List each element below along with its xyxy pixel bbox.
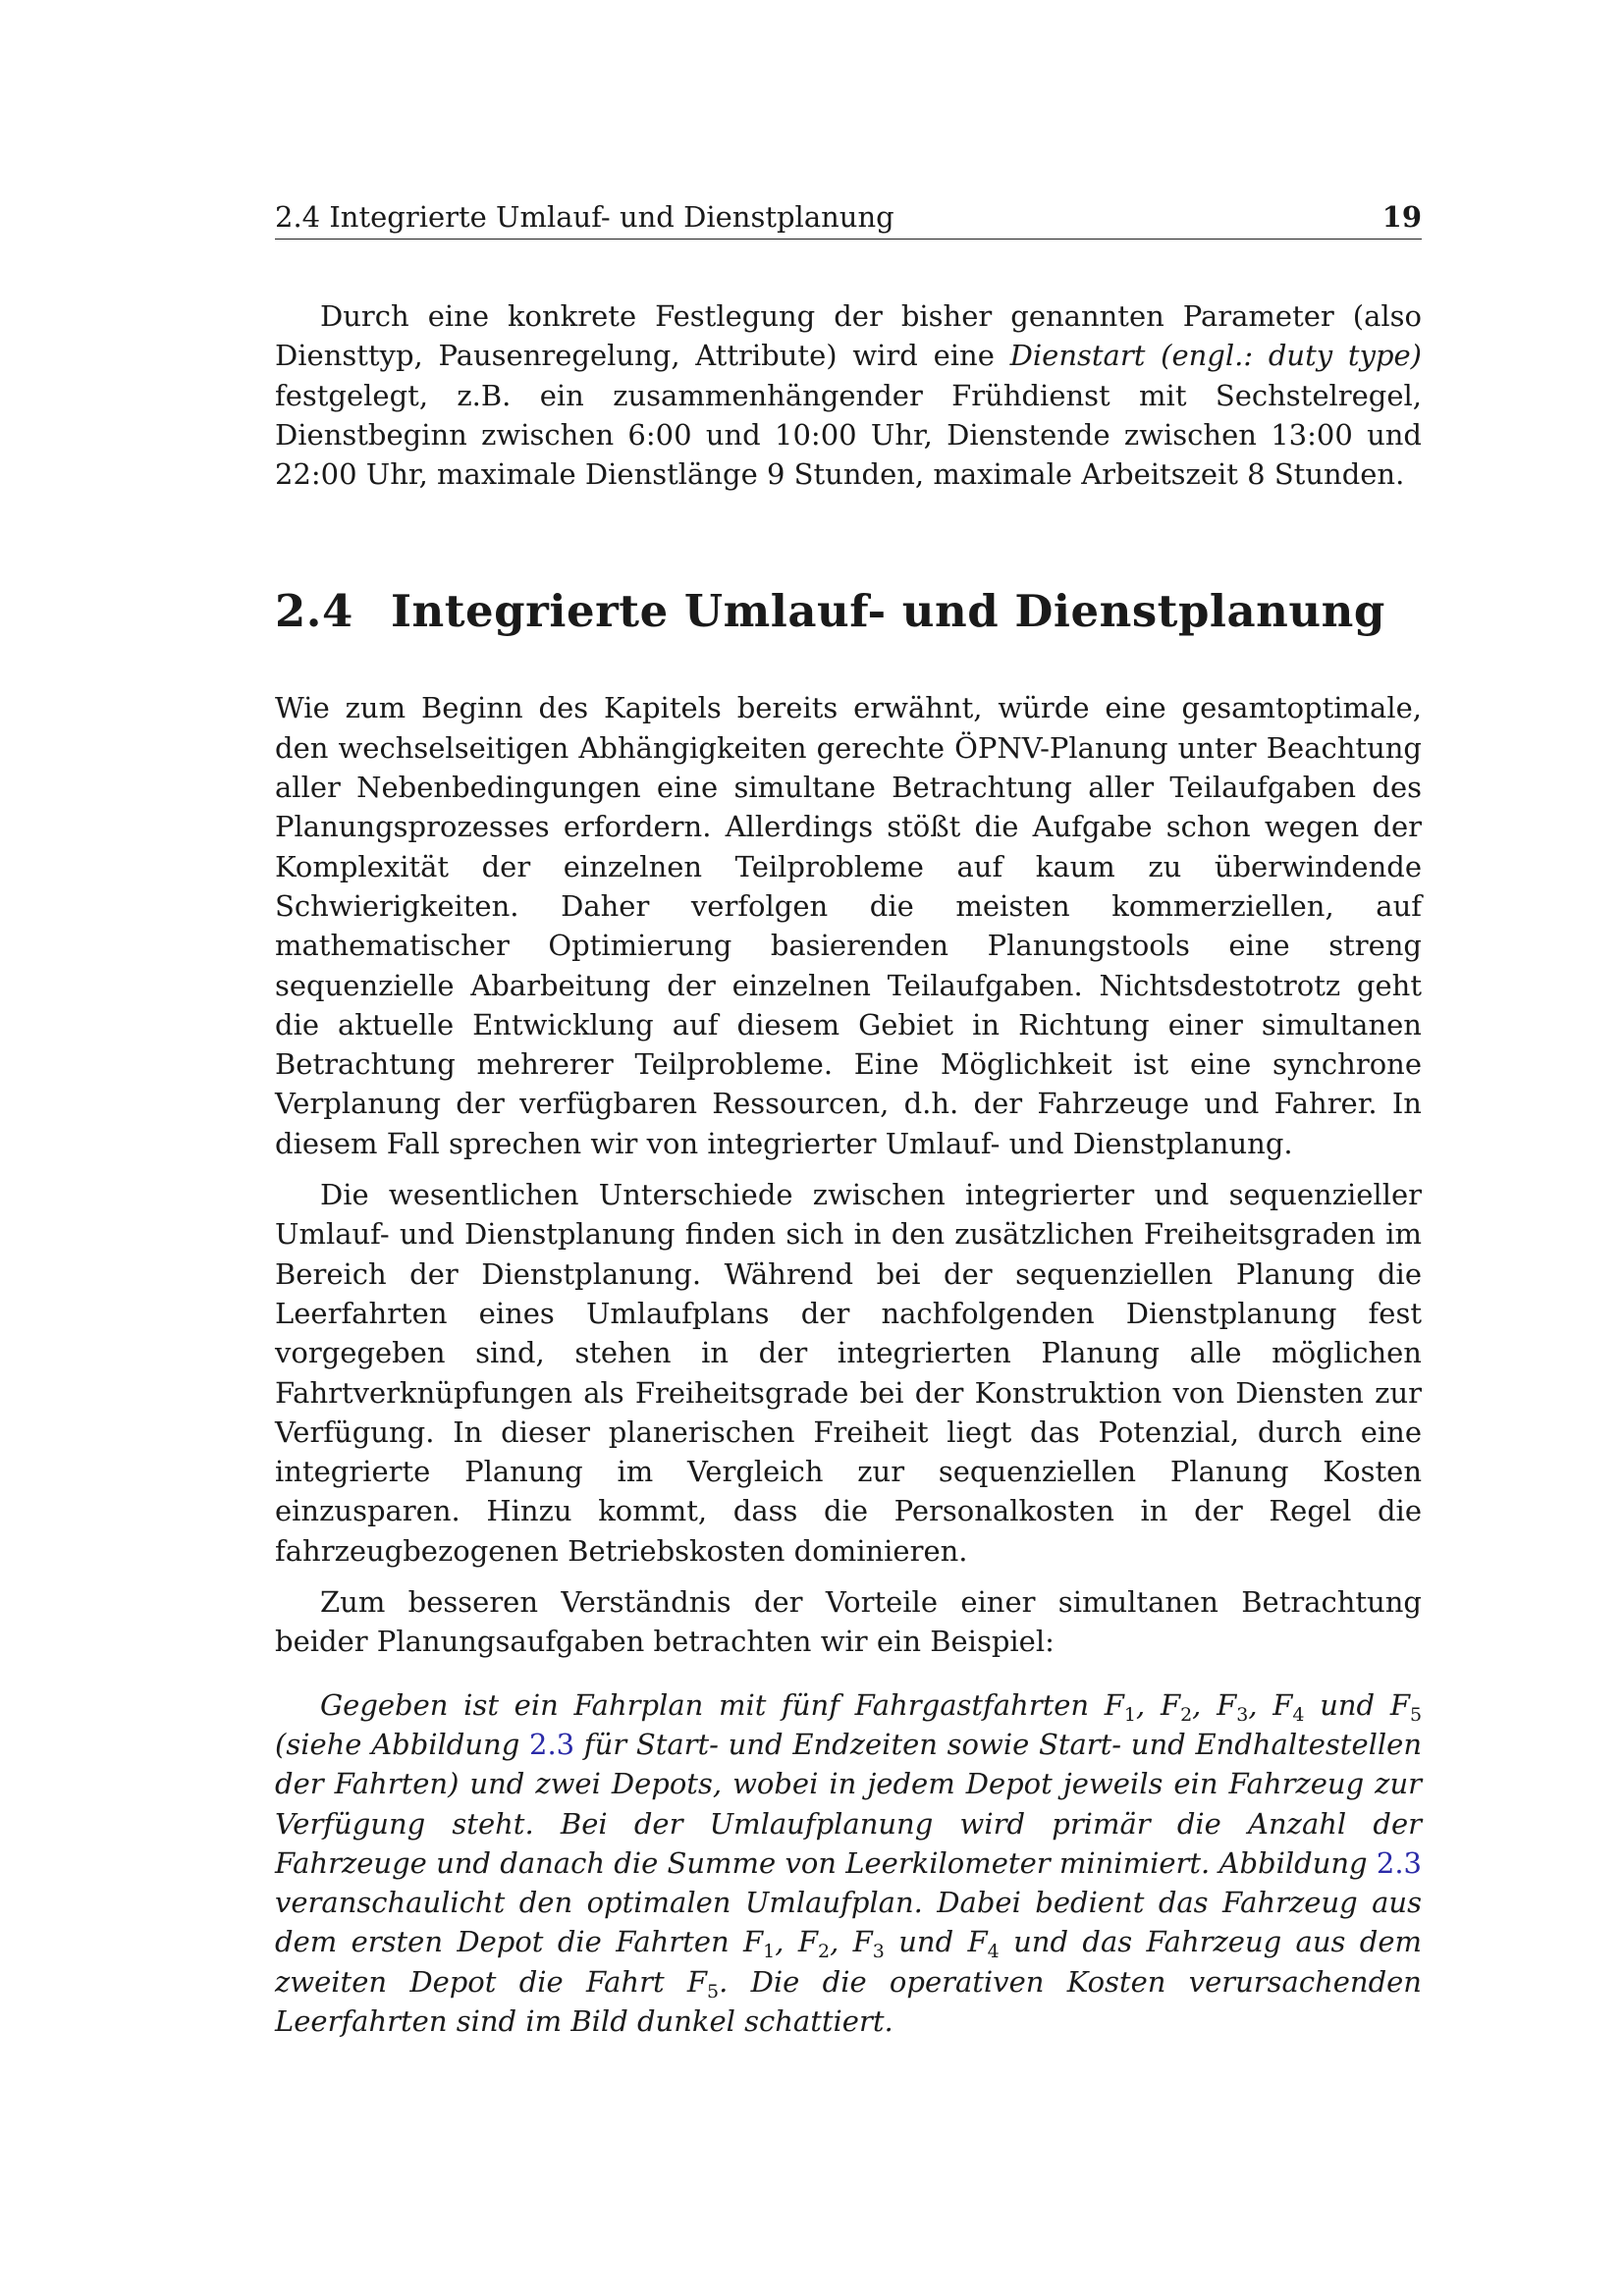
conjunction: und [884, 1925, 968, 1959]
var-symbol: F [797, 1925, 818, 1959]
var-symbol: F [1217, 1687, 1237, 1722]
var-f2 [797, 1925, 831, 1963]
paragraph-2: Die wesentlichen Unterschiede zwischen integrierter und sequenzieller Umlauf- und Dienstplanung finden sich in den zusätzlichen Freiheitsgraden im Bereich der Dienstplanung. Während bei der sequenziellen Planung die Leerfahrten eines Umlaufplans der nachfolgenden Dienstplanung fest vorgegeben sind, stehen in der integrierten Planung alle möglichen Fahrtverknüpfungen als Freiheitsgrade bei der Konstruktion von Diensten zur Verfügung. In dieser planerischen Freiheit liegt das Potenzial, durch eine integrierte Planung im Vergleich zur sequenziellen Planung Kosten einzusparen. Hinzu kommt, dass die Personalkosten in der Regel die fahrzeugbezogenen Betriebskosten dominieren. [275, 1178, 1422, 1568]
var-symbol: F [852, 1925, 873, 1959]
var-index: 2 [1180, 1703, 1193, 1726]
figure-ref-link[interactable]: 2.3 [529, 1727, 575, 1761]
var-index: 1 [763, 1941, 776, 1963]
separator: , [830, 1925, 853, 1959]
intro-paragraph [275, 296, 1422, 494]
example-text-1: Gegeben ist ein Fahrplan mit fünf Fahrgastfahrten [320, 1687, 1105, 1722]
section-heading [275, 584, 1422, 639]
var-symbol: F [1160, 1687, 1181, 1722]
document-page [275, 191, 1422, 2041]
example-text-6: . Die die operativen Kosten verursachenden Leerfahrten sind im Bild dunkel schattiert. [275, 1964, 1422, 2038]
var-symbol: F [1104, 1687, 1124, 1722]
var-f3 [1217, 1687, 1249, 1726]
example-text-2: (siehe Abbildung [275, 1727, 530, 1761]
var-symbol: F [1389, 1687, 1410, 1722]
conjunction: und [1304, 1687, 1390, 1722]
intro-term: Dienstart (engl.: duty type) [1009, 339, 1422, 373]
intro-text-after: festgelegt, z.B. ein zusammenhängender Frühdienst mit Sechstelregel, Dienstbeginn zwischen 6:00 und 10:00 Uhr, Dienstende zwischen 13:00 und 22:00 Uhr, maximale Dienstlänge 9 Stunden, maximale Arbeitszeit 8 Stunden. [275, 378, 1422, 492]
example-paragraph [275, 1685, 1422, 2042]
separator: , [1192, 1687, 1218, 1722]
var-index: 3 [1236, 1703, 1249, 1726]
var-index: 4 [1292, 1703, 1305, 1726]
var-symbol: F [967, 1925, 988, 1959]
var-f1 [1104, 1687, 1137, 1726]
var-index: 4 [987, 1941, 1000, 1963]
var-f4 [1272, 1687, 1305, 1726]
var-symbol: F [743, 1925, 764, 1959]
var-f4 [967, 1925, 1000, 1963]
section-title: Integrierte Umlauf- und Dienstplanung [391, 585, 1385, 638]
intro-text-before: Durch eine konkrete Festlegung der bisher genannten Parameter (also Diensttyp, Pausenregelung, Attribute) wird eine [275, 299, 1422, 373]
var-symbol: F [1272, 1687, 1293, 1722]
var-index: 2 [817, 1941, 831, 1963]
var-index: 3 [872, 1941, 885, 1963]
separator: , [775, 1925, 798, 1959]
running-header [275, 191, 1422, 240]
example-text-5: und das Fahrzeug aus dem zweiten Depot die Fahrt [275, 1925, 1422, 1999]
page-number: 19 [1381, 200, 1422, 234]
figure-ref-link[interactable]: 2.3 [1376, 1845, 1422, 1880]
example-text-4: veranschaulicht den optimalen Umlaufplan. Dabei bedient das Fahrzeug aus dem ersten Depot die Fahrten [275, 1886, 1422, 1959]
var-index: 5 [707, 1980, 720, 2002]
var-f5 [686, 1964, 720, 2002]
var-f3 [852, 1925, 885, 1963]
paragraph-3: Zum besseren Verständnis der Vorteile einer simultanen Betrachtung beider Planungsaufgaben betrachten wir ein Beispiel: [275, 1585, 1422, 1659]
var-f5 [1389, 1687, 1423, 1726]
var-f1 [743, 1925, 776, 1963]
var-f2 [1160, 1687, 1193, 1726]
var-index: 1 [1123, 1703, 1137, 1726]
separator: , [1248, 1687, 1273, 1722]
section-number: 2.4 [275, 585, 353, 638]
running-title: 2.4 Integrierte Umlauf- und Dienstplanung [275, 200, 894, 234]
var-symbol: F [686, 1964, 708, 1999]
var-index: 5 [1409, 1703, 1423, 1726]
paragraph-1: Wie zum Beginn des Kapitels bereits erwähnt, würde eine gesamtoptimale, den wechselseitigen Abhängigkeiten gerechte ÖPNV-Planung unter Beachtung aller Nebenbedingungen eine simultane Betrachtung aller Teilaufgaben des Planungsprozesses erfordern. Allerdings stößt die Aufgabe schon wegen der Komplexität der einzelnen Teilprobleme auf kaum zu überwindende Schwierigkeiten. Daher verfolgen die meisten kommerziellen, auf mathematischer Optimierung basierenden Planungstools eine streng sequenzielle Abarbeitung der einzelnen Teilaufgaben. Nichtsdestotrotz geht die aktuelle Entwicklung auf diesem Gebiet in Richtung einer simultanen Betrachtung mehrerer Teilprobleme. Eine Möglichkeit ist eine synchrone Verplanung der verfügbaren Ressourcen, d.h. der Fahrzeuge und Fahrer. In diesem Fall sprechen wir von integrierter Umlauf- und Dienstplanung. [275, 691, 1422, 1160]
separator: , [1136, 1687, 1161, 1722]
example-text-3: für Start- und Endzeiten sowie Start- und Endhaltestellen der Fahrten) und zwei Depots, wobei in jedem Depot jeweils ein Fahrzeug zur Verfügung steht. Bei der Umlaufplanung wird primär die Anzahl der Fahrzeuge und danach die Summe von Leerkilometer minimiert. Abbildung [275, 1727, 1422, 1880]
